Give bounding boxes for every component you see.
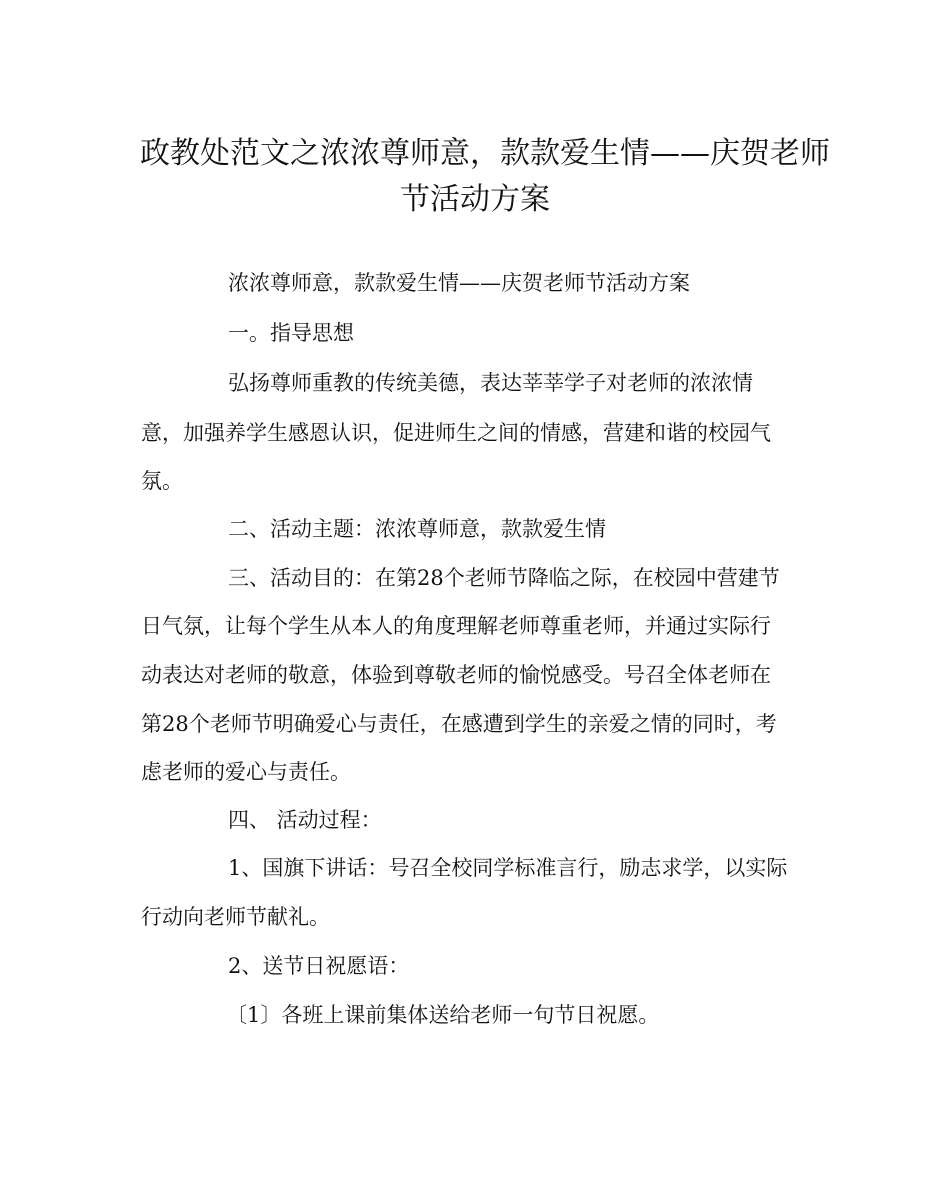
paragraph-line: 弘扬尊师重教的传统美德，表达莘莘学子对老师的浓浓情 — [228, 371, 753, 395]
subtitle-line: 浓浓尊师意，款款爱生情——庆贺老师节活动方案 — [228, 271, 690, 295]
paragraph-line: 意，加强养学生感恩认识，促进师生之间的情感，营建和谐的校园气 — [141, 421, 771, 445]
document-title-line-1: 政教处范文之浓浓尊师意，款款爱生情——庆贺老师 — [140, 136, 830, 171]
paragraph-line: 三、活动目的：在第28个老师节降临之际，在校园中营建节 — [228, 566, 780, 590]
section-heading-theme: 二、活动主题：浓浓尊师意，款款爱生情 — [228, 517, 606, 541]
paragraph-line: 2、送节日祝愿语： — [228, 954, 410, 978]
section-heading-process: 四、 活动过程： — [228, 808, 382, 832]
paragraph-line: 氛。 — [141, 469, 183, 493]
paragraph-line: 行动向老师节献礼。 — [141, 905, 330, 929]
paragraph-line: 〔1〕各班上课前集体送给老师一句节日祝愿。 — [226, 1003, 660, 1027]
paragraph-line: 1、国旗下讲话：号召全校同学标准言行，励志求学，以实际 — [228, 856, 788, 880]
document-title-line-2: 节活动方案 — [400, 182, 550, 217]
section-heading-guiding-thought: 一。指导思想 — [228, 321, 354, 345]
paragraph-line: 动表达对老师的敬意，体验到尊敬老师的愉悦感受。号召全体老师在 — [141, 663, 771, 687]
paragraph-line: 虑老师的爱心与责任。 — [141, 760, 351, 784]
paragraph-line: 日气氛，让每个学生从本人的角度理解老师尊重老师，并通过实际行 — [141, 614, 771, 638]
paragraph-line: 第28个老师节明确爱心与责任，在感遭到学生的亲爱之情的同时，考 — [141, 712, 777, 736]
